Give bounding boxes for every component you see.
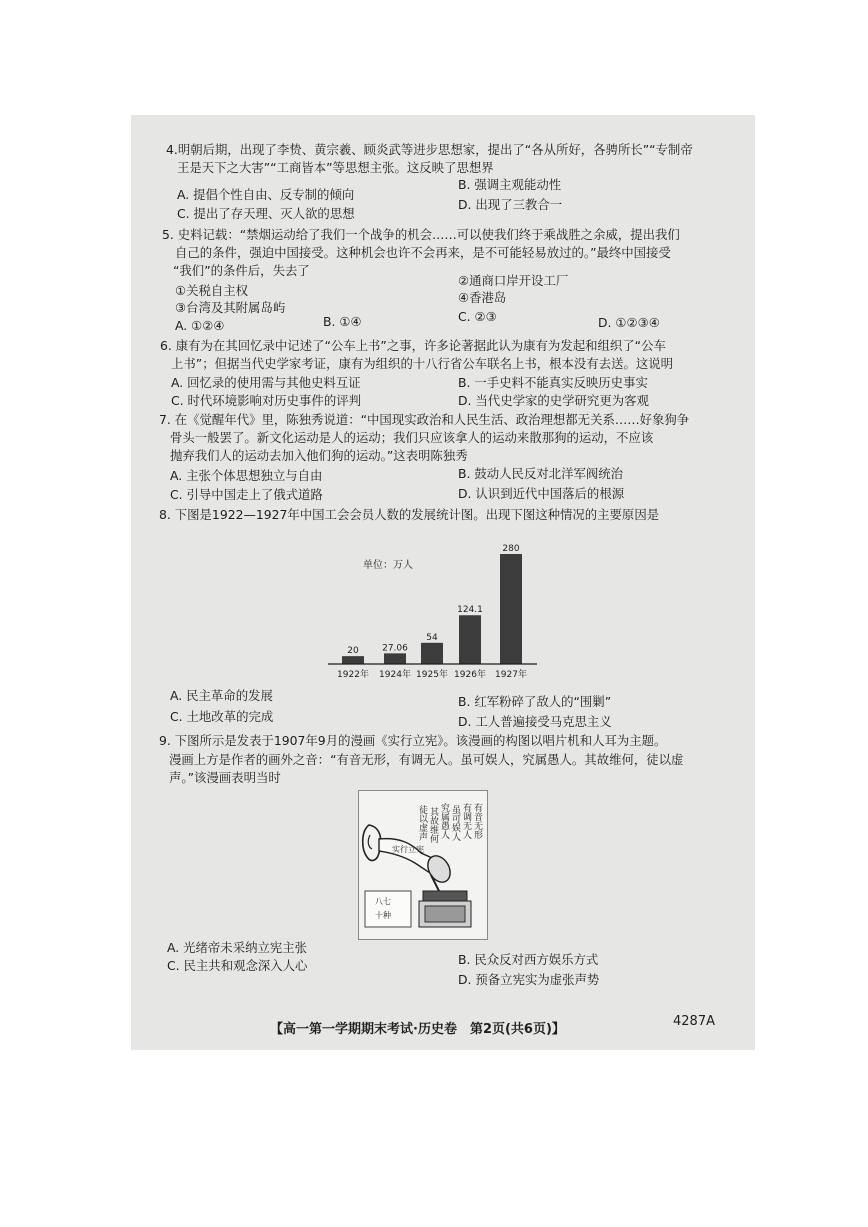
bar-1922年	[342, 656, 364, 664]
q6-option-a: A. 回忆录的使用需与其他史料互证	[171, 375, 361, 390]
bar-value-label: 54	[426, 632, 438, 643]
cartoon-box-label-2: 十种	[375, 911, 391, 920]
q8-stem-line1: 8. 下图是1922—1927年中国工会会员人数的发展统计图。出现下图这种情况的主要原因是	[159, 507, 660, 522]
q5-option-a: A. ①②④	[175, 318, 225, 333]
q4-option-c: C. 提出了存天理、灭人欲的思想	[177, 206, 355, 221]
q7-option-b: B. 鼓动人民反对北洋军阀统治	[458, 466, 624, 481]
q8-option-a: A. 民主革命的发展	[170, 688, 273, 703]
q7-option-d: D. 认识到近代中国落后的根源	[458, 486, 625, 501]
q4-stem-line1: 4.明朝后期，出现了李贽、黄宗羲、顾炎武等进步思想家，提出了“各从所好，各骋所长”“专制帝	[166, 142, 693, 157]
bar-value-label: 27.06	[382, 643, 408, 654]
q5-stem-line2: 自己的条件，强迫中国接受。这种机会也许不会再来，是不可能轻易放过的。”最终中国接受	[175, 245, 671, 260]
q6-stem-line1: 6. 康有为在其回忆录中记述了“公车上书”之事，许多论著据此认为康有为发起和组织了“公车	[160, 338, 666, 353]
q8-option-d: D. 工人普遍接受马克思主义	[458, 714, 612, 729]
cartoon-text-col1: 有音无形	[472, 803, 482, 839]
q5-option-d: D. ①②③④	[598, 315, 660, 330]
q4-stem-line2: 王是天下之大害”“工商皆本”等思想主张。这反映了思想界	[177, 160, 494, 175]
q7-stem-line2: 骨头一般罢了。新文化运动是人的运动；我们只应该拿人的运动来散那狗的运动，不应该	[170, 430, 654, 445]
q5-option-b: B. ①④	[323, 314, 362, 329]
paper-code: 4287A	[673, 1014, 715, 1029]
cartoon-tube-label: 实行立宪	[392, 845, 424, 854]
cartoon-text-col6: 徒以虚声	[417, 805, 427, 841]
q5-stem-line1: 5. 史料记载：“禁烟运动给了我们一个战争的机会……可以使我们终于乘战胜之余威，提出我们	[162, 227, 680, 242]
cartoon-text-col2: 有调无人	[461, 803, 471, 839]
q9-option-c: C. 民主共和观念深入人心	[167, 958, 308, 973]
q8-option-b: B. 红军粉碎了敌人的“围剿”	[458, 694, 612, 709]
x-tick-label: 1922年	[337, 670, 369, 680]
q6-option-b: B. 一手史料不能真实反映历史事实	[458, 375, 648, 390]
bar-1924年	[384, 653, 406, 664]
q9-option-d: D. 预备立宪实为虚张声势	[458, 972, 600, 987]
bar-1926年	[459, 615, 481, 664]
x-tick-label: 1926年	[454, 670, 486, 680]
phonograph-ear-cartoon	[358, 790, 488, 940]
cartoon-text-col3: 虽可娱人	[450, 805, 460, 841]
page-footer-title: 【高一第一学期期末考试·历史卷 第2页(共6页)】	[270, 1022, 565, 1037]
q9-stem-line3: 声。”该漫画表明当时	[169, 770, 281, 785]
q4-option-b: B. 强调主观能动性	[458, 177, 562, 192]
ear-icon	[363, 825, 381, 860]
q7-stem-line3: 抛弃我们人的运动去加入他们狗的运动。”这表明陈独秀	[170, 448, 468, 463]
x-tick-label: 1925年	[416, 670, 448, 680]
q5-option-c: C. ②③	[458, 309, 497, 324]
bar-value-label: 20	[347, 646, 359, 657]
q6-option-d: D. 当代史学家的史学研究更为客观	[458, 393, 649, 408]
q7-option-c: C. 引导中国走上了俄式道路	[170, 487, 323, 502]
q5-item-3: ③台湾及其附属岛屿	[175, 300, 286, 315]
bar-value-label: 280	[502, 544, 520, 554]
q5-item-1: ①关税自主权	[175, 283, 249, 298]
bar-value-label: 124.1	[457, 605, 483, 616]
q7-option-a: A. 主张个体思想独立与自由	[170, 468, 323, 483]
q6-option-c: C. 时代环境影响对历史事件的评判	[171, 393, 361, 408]
q5-item-2: ②通商口岸开设工厂	[458, 273, 569, 288]
q9-option-b: B. 民众反对西方娱乐方式	[458, 952, 599, 967]
x-tick-label: 1927年	[495, 670, 527, 680]
q8-option-c: C. 土地改革的完成	[170, 709, 274, 724]
cartoon-box-label-1: 八七	[375, 897, 391, 906]
q5-item-4: ④香港岛	[458, 290, 507, 305]
bar-1927年	[500, 554, 522, 664]
q9-stem-line1: 9. 下图所示是发表于1907年9月的漫画《实行立宪》。该漫画的构图以唱片机和人耳为主题。	[159, 733, 667, 748]
chart-unit-label: 单位：万人	[363, 560, 413, 571]
q9-stem-line2: 漫画上方是作者的画外之音：“有音无形，有调无人。虽可娱人，究属愚人。其故维何，徒以虚	[169, 752, 684, 767]
cartoon-text-col5: 其故维何	[428, 807, 438, 843]
q7-stem-line1: 7. 在《觉醒年代》里，陈独秀说道：“中国现实政治和人民生活、政治理想都无关系……好象狗争	[159, 412, 690, 427]
x-tick-label: 1924年	[379, 670, 411, 680]
cartoon-text-col4: 究属愚人	[439, 803, 449, 839]
q9-option-a: A. 光绪帝未采纳立宪主张	[167, 940, 308, 955]
q6-stem-line2: 上书”；但据当代史学家考证，康有为组织的十八行省公车联名上书，根本没有去送。这说明	[171, 356, 674, 371]
q4-option-a: A. 提倡个性自由、反专制的倾向	[177, 187, 355, 202]
q4-option-d: D. 出现了三教合一	[458, 197, 563, 212]
q5-stem-line3: “我们”的条件后，失去了	[173, 263, 310, 278]
bar-1925年	[421, 643, 443, 664]
